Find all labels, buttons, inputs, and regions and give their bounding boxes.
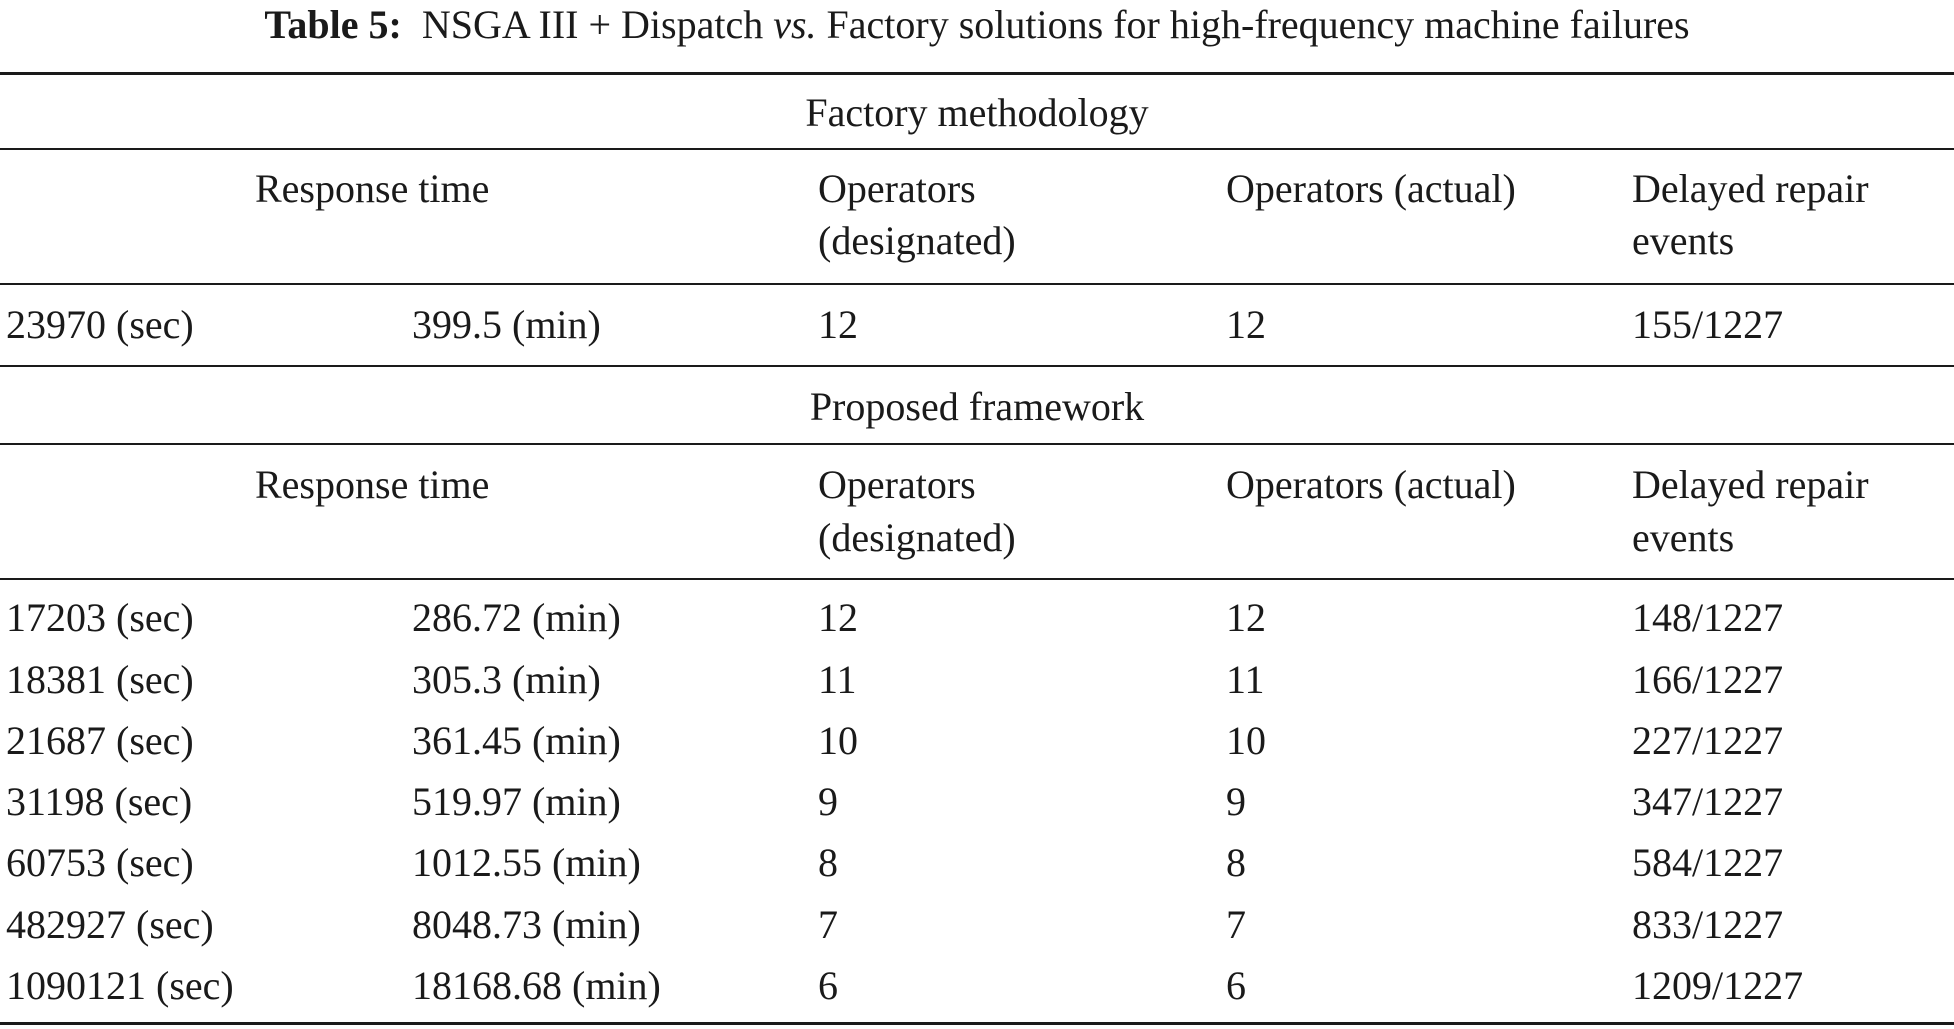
cell-operators-actual: 11 <box>1226 657 1265 702</box>
header-operators-designated-sub: (designated) <box>818 218 1016 263</box>
cell-delayed-repair: 1209/1227 <box>1632 963 1804 1008</box>
cell-operators-actual: 8 <box>1226 840 1246 885</box>
caption-text-part1: NSGA III + Dispatch <box>421 2 764 47</box>
section-title-proposed: Proposed framework <box>809 384 1145 429</box>
cell-operators-actual: 9 <box>1226 779 1246 824</box>
cell-response-sec: 23970 (sec) <box>6 302 194 347</box>
cell-operators-designated: 12 <box>818 595 858 640</box>
cell-operators-designated: 6 <box>818 963 838 1008</box>
cell-response-min: 361.45 (min) <box>412 718 621 763</box>
cell-delayed-repair: 166/1227 <box>1632 657 1784 702</box>
header-operators-designated: Operators <box>818 462 976 507</box>
header-rule <box>0 578 1954 580</box>
header-operators-designated: Operators <box>818 166 976 211</box>
cell-operators-actual: 12 <box>1226 302 1266 347</box>
table-label: Table 5: <box>264 2 402 47</box>
cell-response-sec: 31198 (sec) <box>6 779 193 824</box>
cell-operators-designated: 9 <box>818 779 838 824</box>
header-delayed-repair-sub: events <box>1632 218 1735 263</box>
section-divider-rule <box>0 365 1954 367</box>
cell-response-min: 305.3 (min) <box>412 657 601 702</box>
section-rule <box>0 443 1954 445</box>
cell-operators-designated: 10 <box>818 718 858 763</box>
caption-vs: vs. <box>773 2 817 47</box>
cell-operators-designated: 7 <box>818 902 838 947</box>
cell-response-sec: 482927 (sec) <box>6 902 214 947</box>
cell-response-sec: 1090121 (sec) <box>6 963 234 1008</box>
cell-response-sec: 21687 (sec) <box>6 718 194 763</box>
cell-delayed-repair: 227/1227 <box>1632 718 1784 763</box>
cell-operators-designated: 11 <box>818 657 857 702</box>
header-response-time: Response time <box>255 166 490 211</box>
cell-operators-actual: 7 <box>1226 902 1246 947</box>
header-operators-designated-sub: (designated) <box>818 515 1016 560</box>
header-delayed-repair: Delayed repair <box>1632 166 1869 211</box>
section-rule <box>0 148 1954 150</box>
cell-response-min: 8048.73 (min) <box>412 902 641 947</box>
header-response-time: Response time <box>255 462 490 507</box>
header-delayed-repair-sub: events <box>1632 515 1735 560</box>
header-rule <box>0 283 1954 285</box>
cell-response-min: 18168.68 (min) <box>412 963 661 1008</box>
cell-delayed-repair: 584/1227 <box>1632 840 1784 885</box>
header-delayed-repair: Delayed repair <box>1632 462 1869 507</box>
header-operators-actual: Operators (actual) <box>1226 166 1516 211</box>
table-caption <box>0 0 1954 60</box>
cell-delayed-repair: 347/1227 <box>1632 779 1784 824</box>
cell-operators-actual: 10 <box>1226 718 1266 763</box>
cell-response-min: 519.97 (min) <box>412 779 621 824</box>
cell-response-min: 286.72 (min) <box>412 595 621 640</box>
caption-text-part2: Factory solutions for high-frequency machine failures <box>826 2 1690 47</box>
cell-operators-designated: 8 <box>818 840 838 885</box>
cell-delayed-repair: 833/1227 <box>1632 902 1784 947</box>
cell-operators-actual: 12 <box>1226 595 1266 640</box>
cell-delayed-repair: 155/1227 <box>1632 302 1784 347</box>
bottom-rule <box>0 1022 1954 1025</box>
section-title-factory: Factory methodology <box>805 90 1149 135</box>
cell-response-sec: 17203 (sec) <box>6 595 194 640</box>
cell-operators-designated: 12 <box>818 302 858 347</box>
cell-response-sec: 18381 (sec) <box>6 657 194 702</box>
cell-response-min: 1012.55 (min) <box>412 840 641 885</box>
cell-response-sec: 60753 (sec) <box>6 840 194 885</box>
cell-operators-actual: 6 <box>1226 963 1246 1008</box>
header-operators-actual: Operators (actual) <box>1226 462 1516 507</box>
cell-delayed-repair: 148/1227 <box>1632 595 1784 640</box>
top-rule <box>0 72 1954 75</box>
cell-response-min: 399.5 (min) <box>412 302 601 347</box>
